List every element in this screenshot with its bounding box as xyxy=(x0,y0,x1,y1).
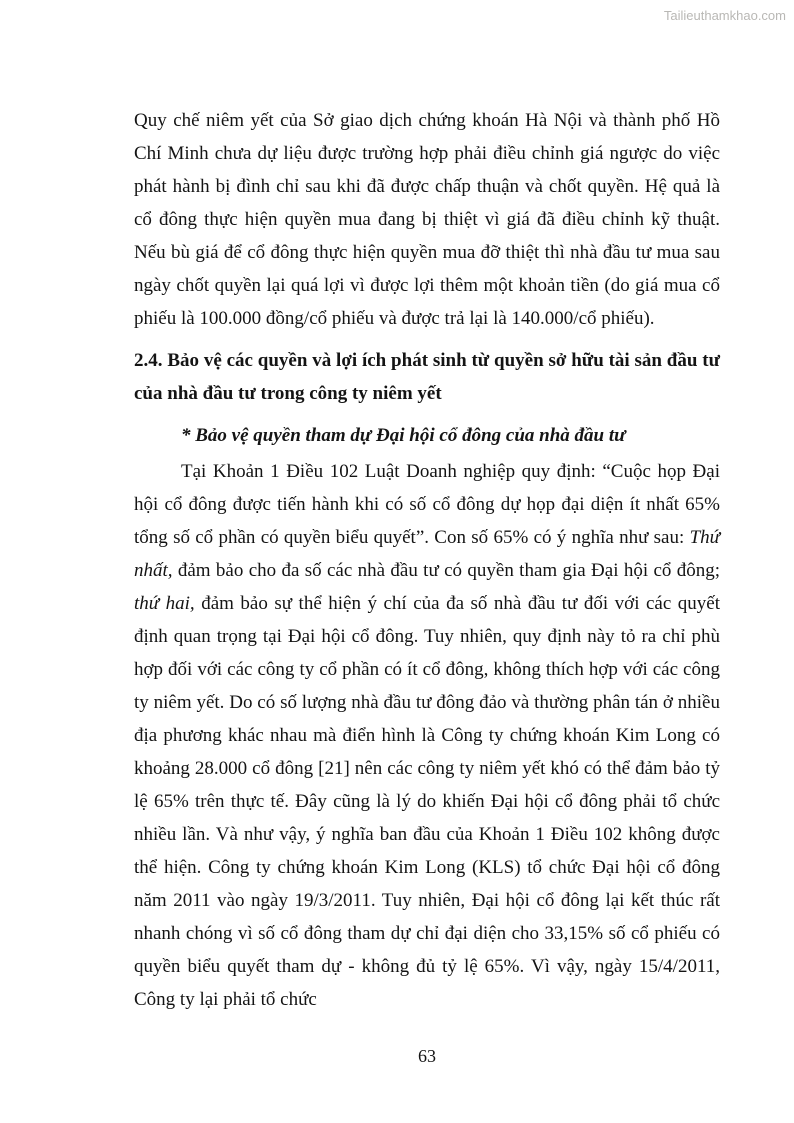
watermark: Tailieuthamkhao.com xyxy=(663,8,786,23)
italic-phrase-thu-nhat: Thứ nhất, xyxy=(134,527,720,581)
subsection-heading-shareholder-meeting: * Bảo vệ quyền tham dự Đại hội cổ đông của nhà đầu tư xyxy=(181,425,626,446)
paragraph-segment: Tại Khoản 1 Điều 102 Luật Doanh nghiệp quy định: “Cuộc họp Đại hội cổ đông được tiến hành khi có số cổ đông dự họp đại diện ít nhất 65% tổng số cổ phần có quyền biểu quyết”. Con số 65% có ý nghĩa như sau: xyxy=(134,461,720,548)
document-body xyxy=(134,104,720,1016)
section-heading-2-4: 2.4. Bảo vệ các quyền và lợi ích phát sinh từ quyền sở hữu tài sản đầu tư của nhà đầu tư trong công ty niêm yết xyxy=(134,350,720,404)
paragraph-segment: đảm bảo sự thể hiện ý chí của đa số nhà đầu tư đối với các quyết định quan trọng tại Đại hội cổ đông. Tuy nhiên, quy định này tỏ ra chỉ phù hợp đối với các công ty cổ phần có ít cổ đông, không thích hợp với các công ty niêm yết. Do có số lượng nhà đầu tư đông đảo và thường phân tán ở nhiều địa phương khác nhau mà điển hình là Công ty chứng khoán Kim Long có khoảng 28.000 cổ đông [21] nên các công ty niêm yết khó có thể đảm bảo tỷ lệ 65% trên thực tế. Đây cũng là lý do khiến Đại hội cổ đông phải tổ chức nhiều lần. Và như vậy, ý nghĩa ban đầu của Khoản 1 Điều 102 không được thể hiện. Công ty chứng khoán Kim Long (KLS) tổ chức Đại hội cổ đông năm 2011 vào ngày 19/3/2011. Tuy nhiên, Đại hội cổ đông lại kết thúc rất nhanh chóng vì số cổ đông tham dự chỉ đại diện cho 33,15% số cổ phiếu có quyền biểu quyết tham dự - không đủ tỷ lệ 65%. Vì vậy, ngày 15/4/2011, Công ty lại phải tổ chức xyxy=(134,593,721,1010)
italic-phrase-thu-hai: thứ hai, xyxy=(134,593,195,614)
body-paragraph-listing-rules: Quy chế niêm yết của Sở giao dịch chứng khoán Hà Nội và thành phố Hồ Chí Minh chưa dự liệu được trường hợp phải điều chỉnh giá ngược do việc phát hành bị đình chỉ sau khi đã được chấp thuận và chốt quyền. Hệ quả là cổ đông thực hiện quyền mua đang bị thiệt vì giá đã điều chỉnh kỹ thuật. Nếu bù giá để cổ đông thực hiện quyền mua đỡ thiệt thì nhà đầu tư mua sau ngày chốt quyền lại quá lợi vì được lợi thêm một khoản tiền (do giá mua cổ phiếu là 100.000 đồng/cổ phiếu và được trả lại là 140.000/cổ phiếu). xyxy=(134,110,720,329)
paragraph-segment: đảm bảo cho đa số các nhà đầu tư có quyền tham gia Đại hội cổ đông; xyxy=(172,560,720,581)
page-number: 63 xyxy=(418,1046,436,1066)
body-paragraph-shareholder-meeting xyxy=(134,455,720,1016)
